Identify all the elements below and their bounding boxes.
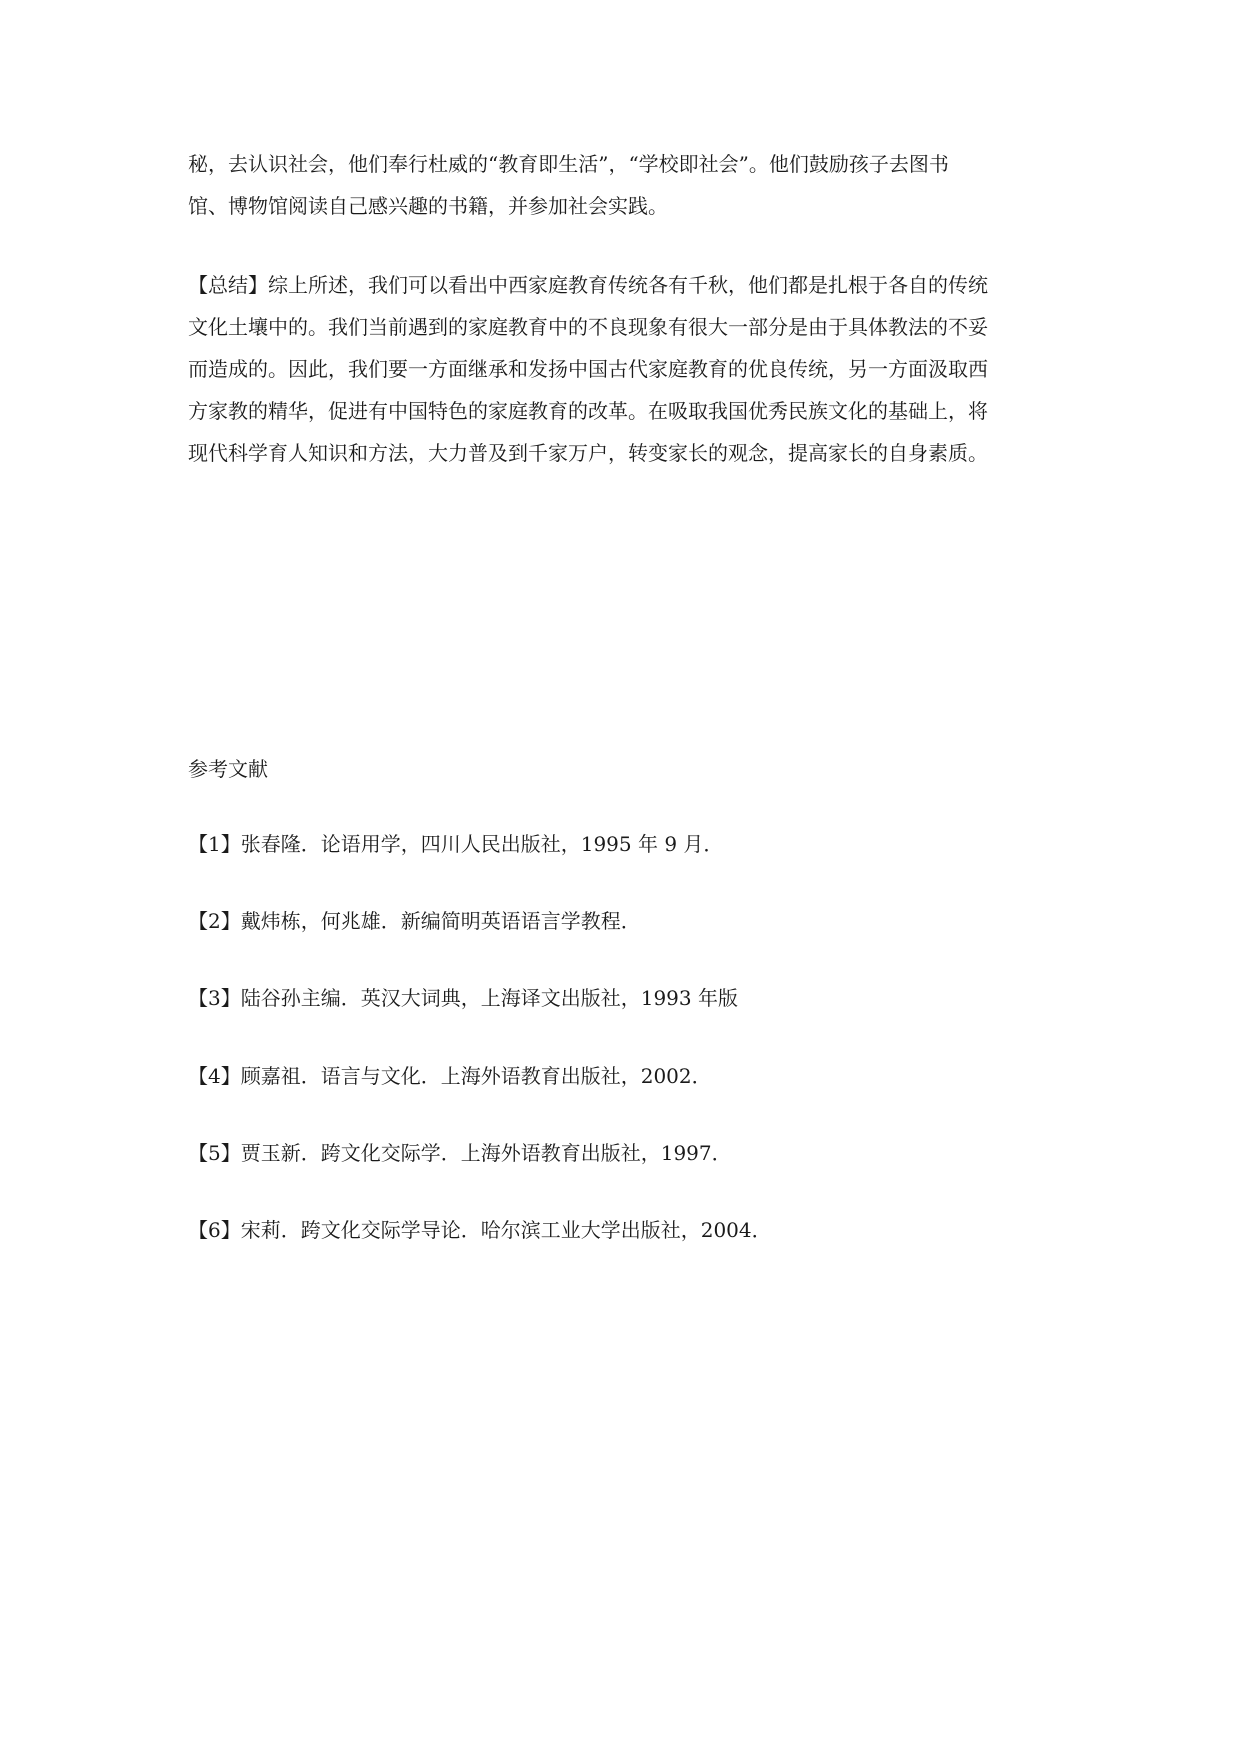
reference-item: 【5】贾玉新．跨文化交际学．上海外语教育出版社，1997． — [188, 1141, 732, 1165]
paragraph-line: 方家教的精华，促进有中国特色的家庭教育的改革。在吸取我国优秀民族文化的基础上，将 — [188, 399, 988, 423]
references-heading: 参考文献 — [188, 757, 268, 781]
paragraph-line: 秘，去认识社会，他们奉行杜威的“教育即生活”，“学校即社会”。他们鼓励孩子去图书 — [188, 152, 949, 176]
reference-item: 【1】张春隆．论语用学，四川人民出版社，1995 年 9 月． — [188, 832, 724, 856]
paragraph-line: 【总结】综上所述，我们可以看出中西家庭教育传统各有千秋，他们都是扎根于各自的传统 — [188, 273, 988, 297]
paragraph-line: 馆、博物馆阅读自己感兴趣的书籍，并参加社会实践。 — [188, 194, 668, 218]
reference-item: 【2】戴炜栋，何兆雄．新编简明英语语言学教程． — [188, 909, 641, 933]
paragraph-line: 文化土壤中的。我们当前遇到的家庭教育中的不良现象有很大一部分是由于具体教法的不妥 — [188, 315, 988, 339]
paragraph-line: 现代科学育人知识和方法，大力普及到千家万户，转变家长的观念，提高家长的自身素质。 — [188, 441, 988, 465]
reference-item: 【3】陆谷孙主编．英汉大词典，上海译文出版社，1993 年版 — [188, 986, 738, 1010]
paragraph-summary — [188, 264, 1058, 474]
paragraph-continuation — [188, 143, 1058, 227]
reference-item: 【4】顾嘉祖．语言与文化．上海外语教育出版社，2002． — [188, 1064, 712, 1088]
paragraph-line: 而造成的。因此，我们要一方面继承和发扬中国古代家庭教育的优良传统，另一方面汲取西 — [188, 357, 988, 381]
reference-item: 【6】宋莉．跨文化交际学导论．哈尔滨工业大学出版社，2004． — [188, 1218, 772, 1242]
